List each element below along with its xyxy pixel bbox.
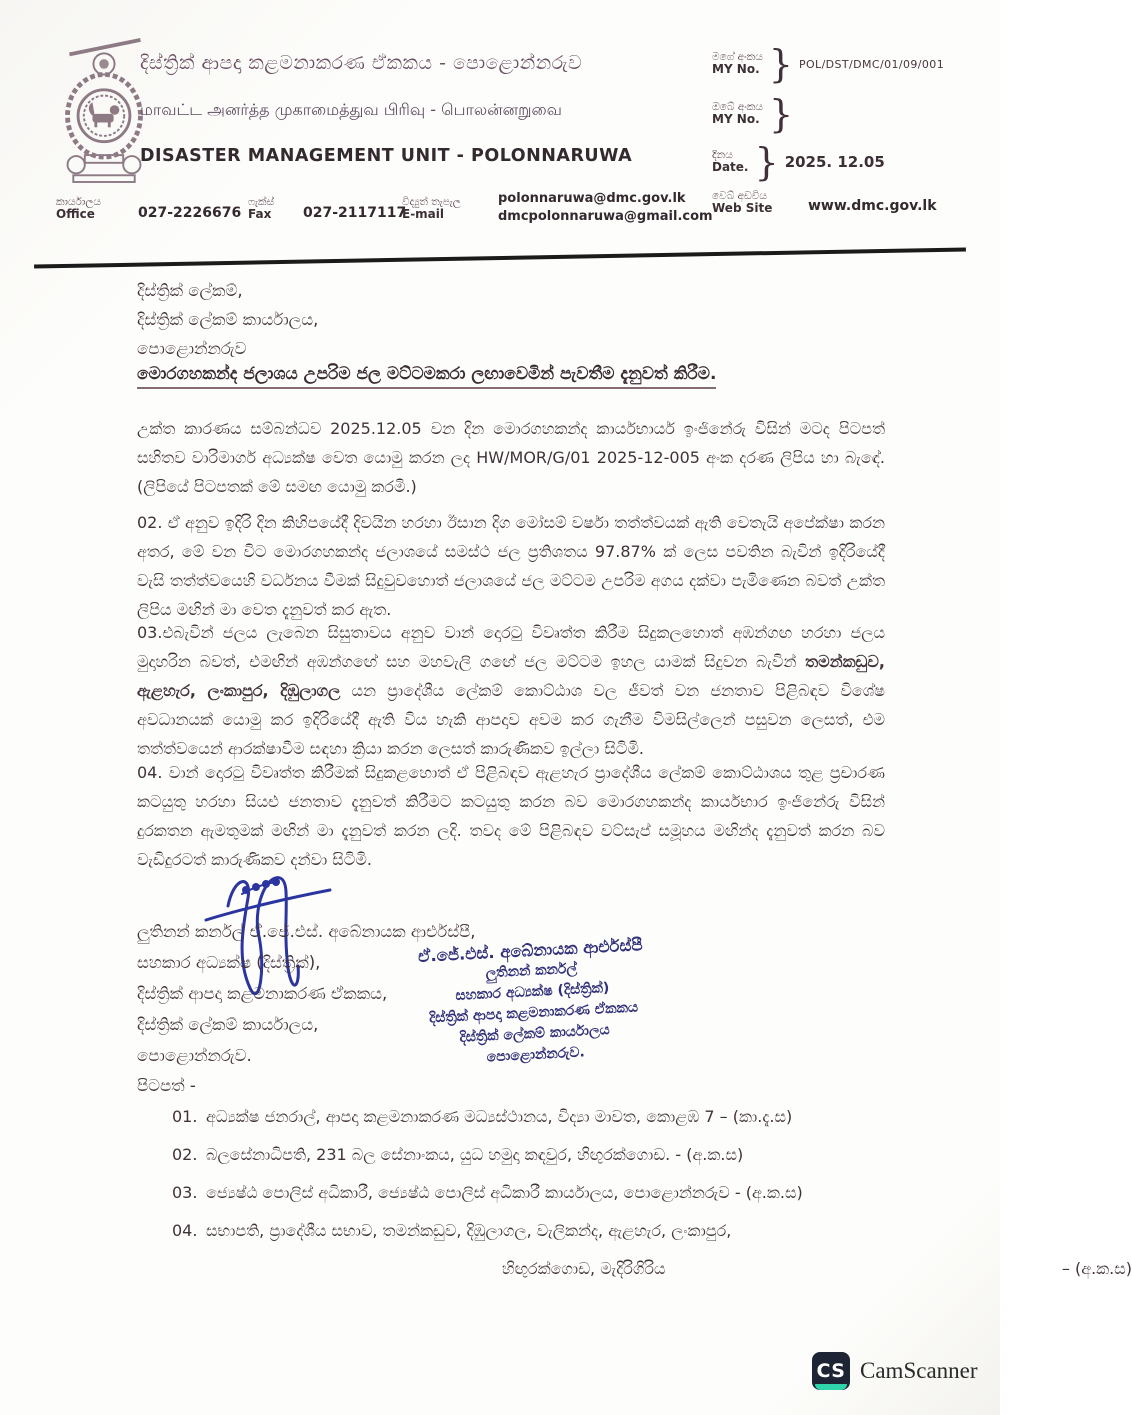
recipient-address (137, 276, 318, 363)
subject-line: මොරගහකන්ද ජලාශය උපරිම ජල මට්ටමකරා ලඟාවෙමින් පැවතීම දැනුවත් කිරීම. (137, 364, 716, 389)
signatory-line: ලුතිනන් කර්නල් ඒ.ජේ.එස්. අබේනායක ආර්එස්පී, (137, 922, 476, 941)
office-phone: 027-2226676 (138, 205, 242, 221)
letterhead-title-english: DISASTER MANAGEMENT UNIT - POLONNARUWA (140, 146, 633, 166)
recipient-line: පොළොන්නරුව (137, 339, 247, 358)
office-label: කාර්යාලය Office (56, 196, 101, 222)
copies-heading: පිටපත් - (137, 1076, 196, 1095)
camscanner-watermark (812, 1352, 978, 1390)
date-value: 2025. 12.05 (784, 153, 885, 171)
paragraph-2: 02. ඒ අනුව ඉදිරි දින කිහිපයේදී දිවයින හරහා ඊසාන දිග මෝසම් වර්ෂා තත්ත්වයක් ඇති වෙතැයි අපේක්ෂා කරන අතර, මේ වන විට මොරගහකන්ද ජලාශයේ සමස්ථ ජල ප්‍රතිශතය 97.87% ක් ලෙස පවතින බැවින් ඉදිරියේදී වැසි තත්ත්වයෙහි වර්ධනය වීමක් සිදුවුවහොත් ජලාශයේ ජල මට්ටම උපරිම අගය දක්වා පැමිණෙන බවත් උක්ත ලිපිය මඟින් මා වෙත දැනුවත් කර ඇත. (137, 513, 885, 619)
copy-item: 04. සභාපති, ප්‍රාදේශීය සභාව, තමන්කඩුව, දිඹුලාගල, වැලිකන්ද, ඇළහැර, ලංකාපුර, (172, 1221, 732, 1240)
stamp-line: දිස්ත්‍රික් ආපදා කළමනාකරණ ඒකකය (428, 999, 639, 1027)
signatory-line: දිස්ත්‍රික් ආපදා කළමනාකරණ ඒකකය, (137, 984, 388, 1003)
header-divider-rule (34, 247, 966, 268)
camscanner-logo-icon: CS (812, 1352, 850, 1390)
recipient-line: දිස්ත්‍රික් ලේකම්, (137, 281, 243, 300)
brace-glyph: } (769, 92, 794, 136)
recipient-line: දිස්ත්‍රික් ලේකම් කාර්යාලය, (137, 310, 319, 329)
copies-list (172, 1098, 1132, 1288)
stamp-line: ලුතිනන් කර්නල් (485, 960, 578, 982)
letterhead-title-tamil: மாவட்ட அனர்த்த முகாமைத்துவ பிரிவு - பொலன்னறுவை (140, 100, 562, 119)
fax-number: 027-2117117 (303, 205, 407, 221)
paragraph-1: උක්ත කාරණය සම්බන්ධව 2025.12.05 වන දින මොරගහකන්ද කාර්යභාර්ය ඉංජිනේරු විසින් මටද පිටපත් සහිතව වාරිමාර්ග අධ්‍යක්ෂ වෙත යොමු කරන ලද HW/MOR/G/01 2025-12-005 අංක දරණ ලිපිය හා බැඳේ. (ලිපියේ පිටපතක් මේ සමඟ යොමු කරමි.) (137, 419, 885, 496)
website-label: වෙබ් අඩවිය Web Site (712, 190, 773, 216)
paragraph-3 (137, 618, 885, 763)
letterhead-title-sinhala: දිස්ත්‍රික් ආපදා කළමනාකරණ ඒකකය - පොළොන්නරුව (140, 52, 583, 74)
email-addresses (498, 190, 713, 225)
brace-glyph: } (768, 42, 793, 86)
signatory-line: දිස්ත්‍රික් ලේකම් කාර්යාලය, (137, 1015, 319, 1034)
copy-item: 01. අධ්‍යක්ෂ ජනරාල්, ආපදා කළමනාකරණ මධ්‍යස්ථානය, විද්‍යා මාවත, කොළඹ 7 – (කා.දැ.ස) (172, 1107, 793, 1126)
copy-item: 02. බලසේනාධිපති, 231 බල සේනාංකය, යුධ හමුදා කඳවුර, හිඟුරක්ගොඩ. - (අ.ක.ස) (172, 1145, 744, 1164)
copy-item: 03. ජ්‍යෙෂ්ඨ පොලිස් අධිකාරී, ජ්‍යෙෂ්ඨ පොලිස් අධිකාරී කාර්යාලය, පොළොන්නරුව - (අ.ක.ස) (172, 1183, 803, 1202)
website-url: www.dmc.gov.lk (808, 198, 937, 214)
copy-item-continuation: හිඟුරක්ගොඩ, මැදිරිගිරිය – (අ.ක.ස) (502, 1259, 1132, 1278)
paragraph-4: 04. වාන් දොරටු විවෘත්ත කිරීමක් සිදුකළහොත් ඒ පිළිබඳව ඇළහැර ප්‍රාදේශීය ලේකම් කොට්ඨාශය තුළ ප්‍රචාරණ කටයුතු හරහා සියළු ජනතාව දැනුවත් කිරීමට කටයුතු කරන බව මොරගහකන්ද කාර්යභාර ඉංජිනේරු විසින් දුරකතන ඇමතුමක් මඟින් මා දැනුවත් කරන ලදි. තවද මේ පිළිබඳව වට්සැප් සමූහය මඟින්ද දැනුවත් කරන බව වැඩිදුරටත් කාරුණිකව දන්වා සිටිමි. (137, 763, 885, 869)
paragraph-3-post: යන ප්‍රාදේශීය ලේකම් කොට්ඨාශ වල ජීවත් වන ජනතාව පිළිබඳව විශේෂ අවධානයක් යොමු කර ඉදිරියේදී ඇති විය හැකි ආපදාව අවම කර ගැනීම විමසිල්ලෙන් පසුවන ලෙසත්, එම තත්ත්වයෙන් ආරක්ෂාවීම සඳහා ක්‍රියා කරන ලෙසත් කාරුණිකව ඉල්ලා සිටිමි. (137, 681, 885, 758)
stamp-line: දිස්ත්‍රික් ලේකම් කාර්යාලය (459, 1022, 611, 1046)
sri-lanka-emblem-logo (56, 32, 152, 188)
stamp-line: පොළොන්නරුව. (486, 1044, 586, 1066)
camscanner-brand-text: CamScanner (860, 1358, 978, 1383)
your-number-row (712, 92, 799, 136)
email-label: විද්‍යුත් තැපැල E-mail (402, 196, 461, 222)
email-secondary: dmcpolonnaruwa@gmail.com (498, 208, 713, 224)
my-number-value: POL/DST/DMC/01/09/001 (798, 57, 945, 71)
your-number-label: ඔබේ අංකය MY No. (712, 101, 763, 127)
my-number-label: මගේ අංකය MY No. (712, 51, 763, 77)
stamp-line: ඒ.ජේ.එස්. අබේනායක ආර්එස්පී (417, 935, 643, 966)
paragraph-3-divisions-bold: තමන්කඩුව, ඇළහැර, ලංකාපුර, දිඹුලාගල (137, 652, 885, 700)
signatory-line: පොළොන්නරුව. (137, 1046, 252, 1065)
official-stamp (355, 931, 711, 1075)
signatory-line: සහකාර අධ්‍යක්ෂ (දිස්ත්‍රික්), (137, 953, 321, 972)
email-primary: polonnaruwa@dmc.gov.lk (498, 191, 686, 206)
paragraph-3-pre: 03.එබැවින් ජලය ලැබෙන සිසුතාවය අනුව වාන් දොරටු විවෘත්ත කිරීම සිදුකලහොත් අඹන්ගඟ හරහා ජලය මුදාහරින බවත්, එමඟින් අඹන්ගඟේ සහ මහවැලි ගඟේ ජල මට්ටම ඉහල යාමක් සිදුවන බැවින් (137, 623, 885, 671)
date-row (712, 140, 885, 184)
brace-glyph: } (754, 140, 779, 184)
my-number-row (712, 42, 944, 86)
fax-label: ෆැක්ස් Fax (248, 196, 275, 222)
stamp-line: සහකාර අධ්‍යක්ෂ (දිස්ත්‍රික්) (455, 979, 610, 1005)
date-label: දිනය Date. (712, 149, 749, 175)
